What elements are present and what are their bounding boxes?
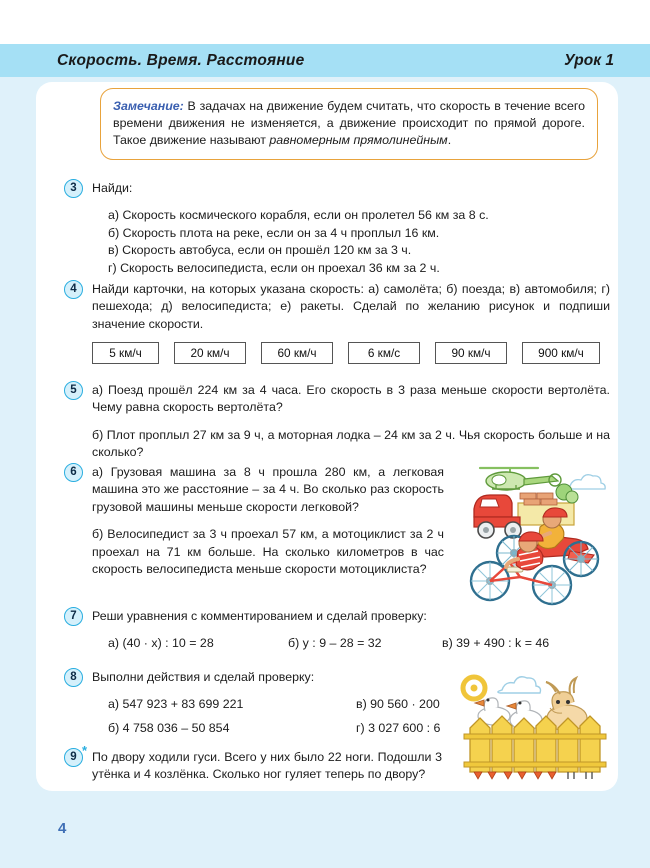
exercise-6-part-b: б) Велосипедист за 3 ч проехал 57 км, а мотоциклист за 2 ч проехал на 71 км больше. На сколько километров в час скорость велосипедиста меньше скорости мотоциклиста?: [92, 527, 444, 577]
exercise-4-prompt: Найди карточки, на которых указана скорость: а) самолёта; б) поезда; в) автомобиля; г) пешехода; д) велосипедиста; е) ракеты. Сделай по желанию рисунок и подпиши значение скорости.: [92, 282, 610, 331]
exercise-3-item-a: а) Скорость космического корабля, если он пролетел 56 км за 8 с.: [108, 208, 489, 223]
exercise-number-9: 9: [64, 748, 83, 767]
note-body-2: .: [447, 133, 452, 148]
farmyard-illustration-svg: [450, 666, 618, 792]
exercise-3-body: [92, 180, 592, 277]
speed-card[interactable]: 6 км/с: [348, 342, 420, 364]
exercise-number-7: 7: [64, 607, 83, 626]
exercise-3-item-b: б) Скорость плота на реке, если он за 4 ч проплыл 16 км.: [108, 225, 440, 240]
exercise-number-5: 5: [64, 381, 83, 400]
exercise-7-body: [92, 608, 602, 653]
farmyard-illustration: [450, 666, 618, 792]
exercise-9-body: [92, 749, 442, 784]
helicopter-icon: [480, 468, 561, 490]
speed-card[interactable]: 90 км/ч: [435, 342, 507, 364]
exercise-9-prompt: По двору ходили гуси. Всего у них было 22 ноги. Подошли 3 утёнка и 4 козлёнка. Сколько ног гуляет теперь по двору?: [92, 750, 442, 782]
cloud-icon: [498, 677, 541, 693]
page-title: Скорость. Время. Расстояние: [57, 52, 305, 69]
equation-b: б) y : 9 – 28 = 32: [288, 636, 382, 651]
starred-marker: *: [82, 743, 88, 758]
note-label: Замечание:: [113, 99, 184, 113]
vehicles-illustration-svg: [466, 459, 618, 607]
page-number: 4: [58, 820, 67, 837]
expression-b: б) 4 758 036 – 50 854: [108, 721, 230, 736]
exercise-3-item-d: г) Скорость велосипедиста, если он проехал 36 км за 2 ч.: [108, 260, 440, 275]
lesson-label: Урок 1: [564, 52, 614, 69]
vehicles-illustration: [466, 459, 618, 607]
speed-card[interactable]: 900 км/ч: [522, 342, 600, 364]
exercise-3-item-c: в) Скорость автобуса, если он прошёл 120 км за 3 ч.: [108, 243, 412, 258]
exercise-4-body: [92, 281, 610, 333]
exercise-number-6: 6: [64, 463, 83, 482]
exercise-5-body: [92, 382, 610, 462]
exercise-number-3: 3: [64, 179, 83, 198]
exercise-5-part-b: б) Плот проплыл 27 км за 9 ч, а моторная лодка – 24 км за 2 ч. Чья скорость больше и на сколько?: [92, 427, 610, 460]
exercise-7-prompt: Реши уравнения с комментированием и сделай проверку:: [92, 609, 427, 623]
bricks: [520, 493, 557, 505]
exercise-8-prompt: Выполни действия и сделай проверку:: [92, 670, 315, 684]
cloud-icon: [567, 475, 605, 489]
exercise-7-equations: [92, 635, 618, 653]
hoof-icons: [568, 772, 592, 779]
exercise-8-body: [92, 669, 492, 740]
exercise-number-8: 8: [64, 668, 83, 687]
expression-c: в) 90 560 · 200: [356, 697, 440, 712]
equation-c: в) 39 + 490 : k = 46: [442, 636, 550, 651]
speed-card[interactable]: 60 км/ч: [261, 342, 333, 364]
top-margin: [0, 0, 650, 44]
exercise-6-part-a: а) Грузовая машина за 8 ч прошла 280 км, а легковая машина это же расстояние – за 4 ч. Во сколько раз скорость грузовой машины меньше скорости легковой?: [92, 465, 444, 514]
speed-cards-row: [92, 342, 600, 364]
expression-a: а) 547 923 + 83 699 221: [108, 697, 244, 712]
exercise-number-4: 4: [64, 280, 83, 299]
speed-card[interactable]: 5 км/ч: [92, 342, 159, 364]
speed-card[interactable]: 20 км/ч: [174, 342, 246, 364]
content-card: [36, 82, 618, 791]
note-box: [100, 88, 598, 160]
expression-d: г) 3 027 600 : 6: [356, 721, 441, 736]
feet-icons: [474, 772, 556, 779]
note-emphasis: равномерным прямолинейным: [269, 133, 448, 148]
note-body-1: В задачах на движение будем считать, что скорость в течение всего времени движения не изменяется, а движение происходит по прямой дороге. Такое движение называют: [113, 99, 585, 148]
exercise-3-prompt: Найди:: [92, 181, 133, 195]
equation-a: а) (40 · x) : 10 = 28: [108, 636, 214, 651]
exercise-5-part-a: а) Поезд прошёл 224 км за 4 часа. Его скорость в 3 раза меньше скорости вертолёта. Чему равна скорость вертолёта?: [92, 383, 610, 415]
sun-icon: [463, 677, 485, 699]
note-text: [113, 98, 585, 150]
exercise-6-body: [92, 464, 444, 578]
